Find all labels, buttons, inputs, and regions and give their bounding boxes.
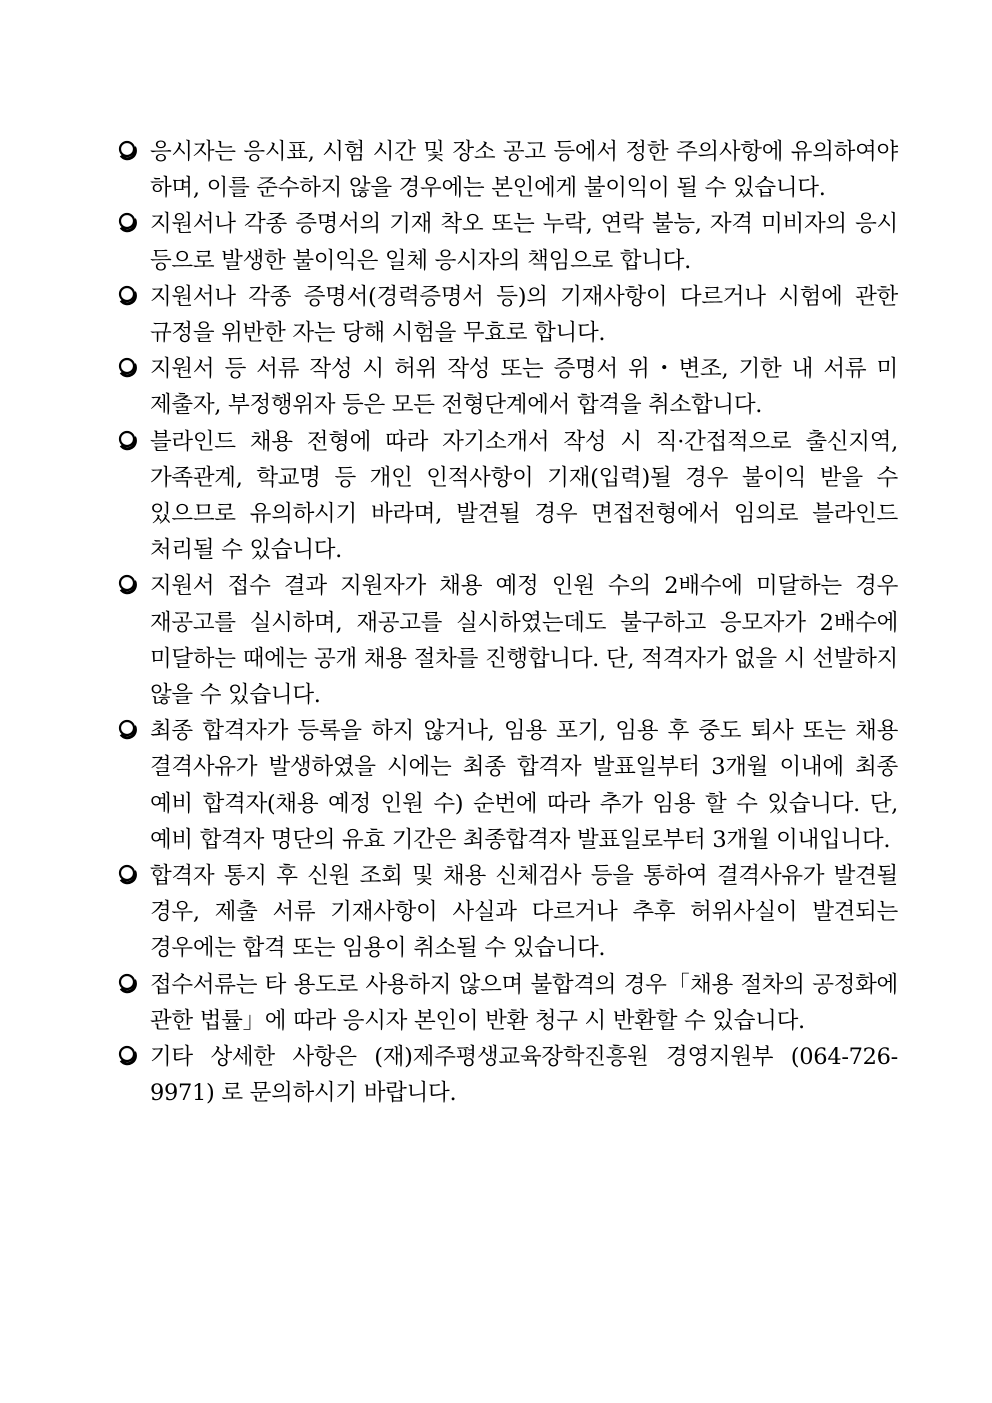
shadowed-circle-bullet-icon [118,863,138,885]
notice-text: 접수서류는 타 용도로 사용하지 않으며 불합격의 경우「채용 절차의 공정화에 관한 법률」에 따라 응시자 본인이 반환 청구 시 반환할 수 있습니다. [150,971,898,1034]
notice-item-4 [118,351,898,423]
notice-item-7 [118,713,898,858]
notice-text: 지원서 등 서류 작성 시 허위 작성 또는 증명서 위・변조, 기한 내 서류 미 제출자, 부정행위자 등은 모든 전형단계에서 합격을 취소합니다. [150,356,898,419]
notice-item-2 [118,206,898,278]
notice-item-6 [118,568,898,713]
notice-item-8 [118,858,898,967]
shadowed-circle-bullet-icon [118,284,138,306]
shadowed-circle-bullet-icon [118,139,138,161]
notice-text: 지원서나 각종 증명서(경력증명서 등)의 기재사항이 다르거나 시험에 관한 규정을 위반한 자는 당해 시험을 무효로 합니다. [150,283,898,347]
shadowed-circle-bullet-icon [118,429,138,451]
notice-item-1 [118,134,898,206]
notice-item-3 [118,279,898,351]
notice-text: 지원서나 각종 증명서의 기재 착오 또는 누락, 연락 불능, 자격 미비자의 응시 등으로 발생한 불이익은 일체 응시자의 책임으로 합니다. [150,211,898,274]
shadowed-circle-bullet-icon [118,972,138,994]
shadowed-circle-bullet-icon [118,356,138,378]
notice-text: 지원서 접수 결과 지원자가 채용 예정 인원 수의 2배수에 미달하는 경우 재공고를 실시하며, 재공고를 실시하였는데도 불구하고 응모자가 2배수에 미달하는 때에는 공개 채용 절차를 진행합니다. 단, 적격자가 없을 시 선발하지 않을 수 있습니다. [150,573,898,709]
notice-item-9 [118,967,898,1039]
shadowed-circle-bullet-icon [118,573,138,595]
shadowed-circle-bullet-icon [118,718,138,740]
notice-item-5 [118,424,898,569]
shadowed-circle-bullet-icon [118,1044,138,1066]
notice-item-10 [118,1039,898,1111]
notice-text: 기타 상세한 사항은 (재)제주평생교육장학진흥원 경영지원부 (064-726-9971) 로 문의하시기 바랍니다. [150,1044,898,1107]
notice-text: 블라인드 채용 전형에 따라 자기소개서 작성 시 직·간접적으로 출신지역, 가족관계, 학교명 등 개인 인적사항이 기재(입력)될 경우 불이익 받을 수 있으므로 유의하시기 바라며, 발견될 경우 면접전형에서 임의로 블라인드 처리될 수 있습니다. [150,428,898,564]
notice-text: 응시자는 응시표, 시험 시간 및 장소 공고 등에서 정한 주의사항에 유의하여야 하며, 이를 준수하지 않을 경우에는 본인에게 불이익이 될 수 있습니다. [150,139,898,202]
notice-text: 합격자 통지 후 신원 조회 및 채용 신체검사 등을 통하여 결격사유가 발견될 경우, 제출 서류 기재사항이 사실과 다르거나 추후 허위사실이 발견되는 경우에는 합격 또는 임용이 취소될 수 있습니다. [150,863,898,962]
shadowed-circle-bullet-icon [118,211,138,233]
notice-text: 최종 합격자가 등록을 하지 않거나, 임용 포기, 임용 후 중도 퇴사 또는 채용 결격사유가 발생하였을 시에는 최종 합격자 발표일부터 3개월 이내에 최종 예비 합격자(채용 예정 인원 수) 순번에 따라 추가 임용 할 수 있습니다. 단, 예비 합격자 명단의 유효 기간은 최종합격자 발표일로부터 3개월 이내입니다. [150,718,898,853]
notice-list [118,134,898,1111]
